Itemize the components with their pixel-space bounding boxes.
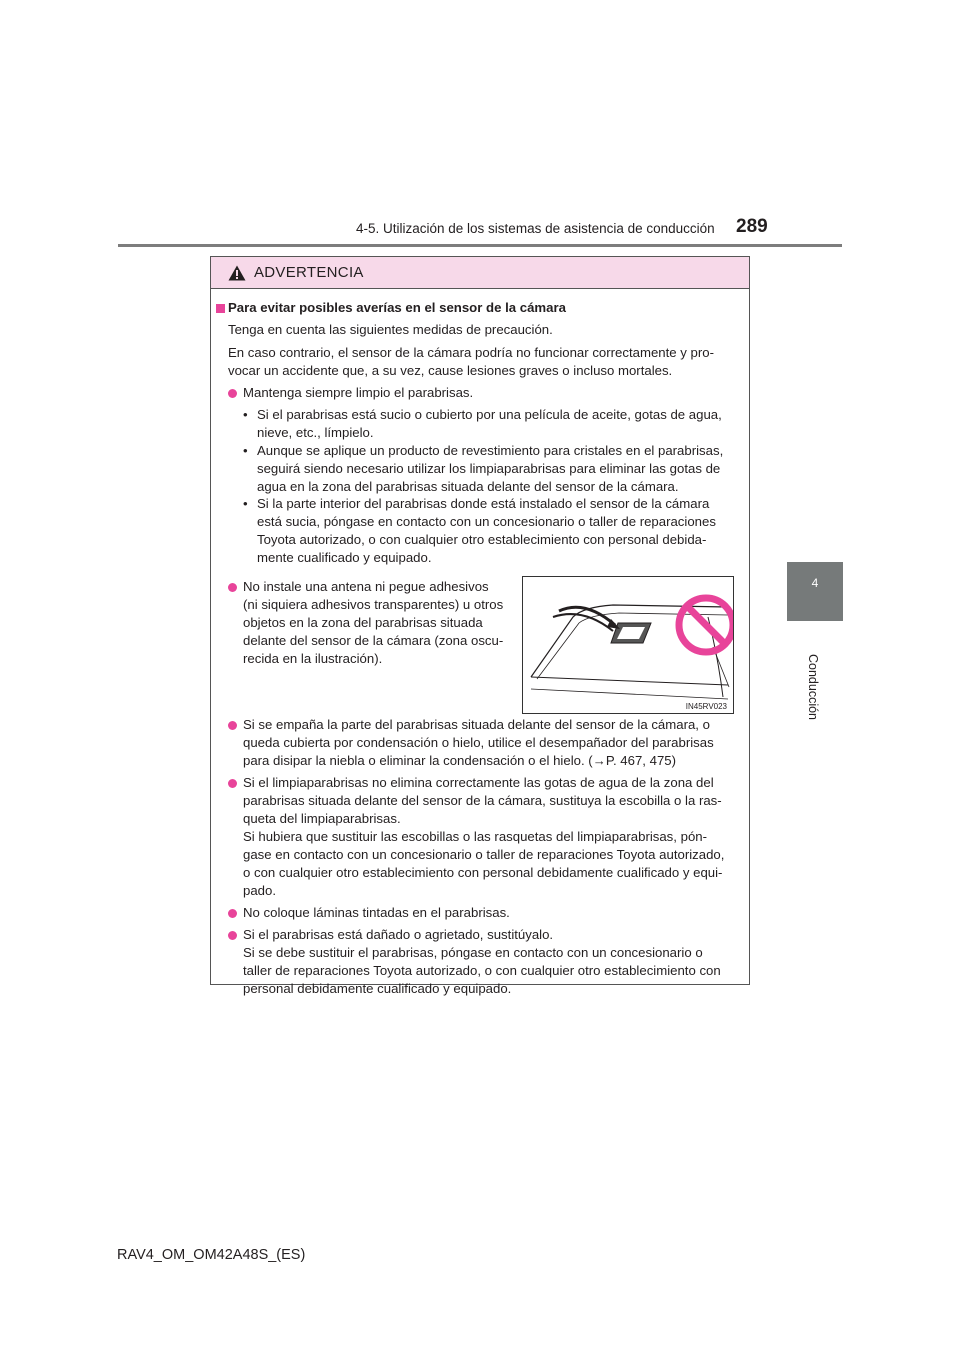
sub-bullet-mark: • — [243, 496, 248, 511]
sub-3-line-2: está sucia, póngase en contacto con un concesionario o taller de reparaciones — [257, 514, 716, 529]
bullet-5: No coloque láminas tintadas en el parabrisas. — [243, 905, 510, 920]
bullet-4-line-7: pado. — [243, 883, 277, 898]
warning-heading: Para evitar posibles averías en el sensor de la cámara — [228, 300, 566, 315]
page-number: 289 — [736, 216, 768, 237]
bullet-dot — [228, 779, 237, 788]
sub-1-line-2: nieve, etc., límpielo. — [257, 425, 374, 440]
windshield-drawing — [523, 577, 733, 713]
bullet-6-line-1: Si el parabrisas está dañado o agrietado, sustitúyalo. — [243, 927, 554, 942]
bullet-dot — [228, 389, 237, 398]
bullet-3-line-3: para disipar la niebla o eliminar la condensación o el hielo. (→P. 467, 475) — [243, 753, 677, 768]
sub-1-line-1: Si el parabrisas está sucio o cubierto por una película de aceite, gotas de agua, — [257, 407, 722, 422]
bullet-2-line-1: No instale una antena ni pegue adhesivos — [243, 579, 489, 594]
sub-3-line-3: Toyota autorizado, o con cualquier otro establecimiento con personal debida- — [257, 532, 707, 547]
bullet-2-line-5: recida en la ilustración). — [243, 651, 383, 666]
bullet-dot — [228, 909, 237, 918]
chapter-tab[interactable] — [787, 562, 843, 621]
warning-title: ADVERTENCIA — [254, 264, 364, 281]
bullet-4-line-3: queta del limpiaparabrisas. — [243, 811, 401, 826]
sub-bullet-mark: • — [243, 443, 248, 458]
illustration-code: IN45RV023 — [685, 702, 727, 711]
sub-2-line-2: seguirá siendo necesario utilizar los limpiaparabrisas para eliminar las gotas de — [257, 461, 721, 476]
bullet-6-line-3: taller de reparaciones Toyota autorizado, o con cualquier otro establecimiento con — [243, 963, 721, 978]
warning-triangle-icon — [228, 265, 246, 281]
intro-line-2b: vocar un accidente que, a su vez, cause lesiones graves o incluso mortales. — [228, 363, 673, 378]
windshield-illustration — [522, 576, 734, 714]
chapter-label: Conducción — [806, 653, 820, 721]
sub-3-line-1: Si la parte interior del parabrisas donde está instalado el sensor de la cámara — [257, 496, 710, 511]
warning-header — [211, 257, 749, 289]
sub-3-line-4: mente cualificado y equipado. — [257, 550, 432, 565]
bullet-2-line-4: delante del sensor de la cámara (zona oscu- — [243, 633, 504, 648]
header-rule — [118, 244, 842, 247]
bullet-2-line-2: (ni siquiera adhesivos transparentes) u otros — [243, 597, 504, 612]
bullet-dot — [228, 931, 237, 940]
sub-2-line-3: agua en la zona del parabrisas situada delante del sensor de la cámara. — [257, 479, 679, 494]
bullet-dot — [228, 721, 237, 730]
bullet-4-line-4: Si hubiera que sustituir las escobillas o las rasquetas del limpiaparabrisas, pón- — [243, 829, 708, 844]
sub-2-line-1: Aunque se aplique un producto de revestimiento para cristales en el parabrisas, — [257, 443, 724, 458]
heading-square-bullet — [216, 304, 225, 313]
bullet-4-line-1: Si el limpiaparabrisas no elimina correctamente las gotas de agua de la zona del — [243, 775, 714, 790]
intro-line-2a: En caso contrario, el sensor de la cámara podría no funcionar correctamente y pro- — [228, 345, 714, 360]
bullet-4-line-6: o con cualquier otro establecimiento con personal debidamente cualificado y equi- — [243, 865, 723, 880]
bullet-2-line-3: objetos en la zona del parabrisas situada — [243, 615, 483, 630]
bullet-4-line-5: gase en contacto con un concesionario o taller de reparaciones Toyota autorizado, — [243, 847, 725, 862]
document-code: RAV4_OM_OM42A48S_(ES) — [117, 1247, 306, 1263]
bullet-3-line-1: Si se empaña la parte del parabrisas situada delante del sensor de la cámara, o — [243, 717, 710, 732]
bullet-1: Mantenga siempre limpio el parabrisas. — [243, 385, 474, 400]
chapter-number: 4 — [811, 576, 819, 590]
bullet-dot — [228, 583, 237, 592]
sub-bullet-mark: • — [243, 407, 248, 422]
bullet-6-line-2: Si se debe sustituir el parabrisas, póngase en contacto con un concesionario o — [243, 945, 703, 960]
bullet-4-line-2: parabrisas situada delante del sensor de la cámara, sustituya la escobilla o la ras- — [243, 793, 722, 808]
bullet-6-line-4: personal debidamente cualificado y equipado. — [243, 981, 512, 996]
bullet-3-line-2: queda cubierta por condensación o hielo, utilice el desempañador del parabrisas — [243, 735, 714, 750]
intro-line-1: Tenga en cuenta las siguientes medidas de precaución. — [228, 322, 553, 337]
section-title: 4-5. Utilización de los sistemas de asistencia de conducción — [356, 221, 715, 236]
